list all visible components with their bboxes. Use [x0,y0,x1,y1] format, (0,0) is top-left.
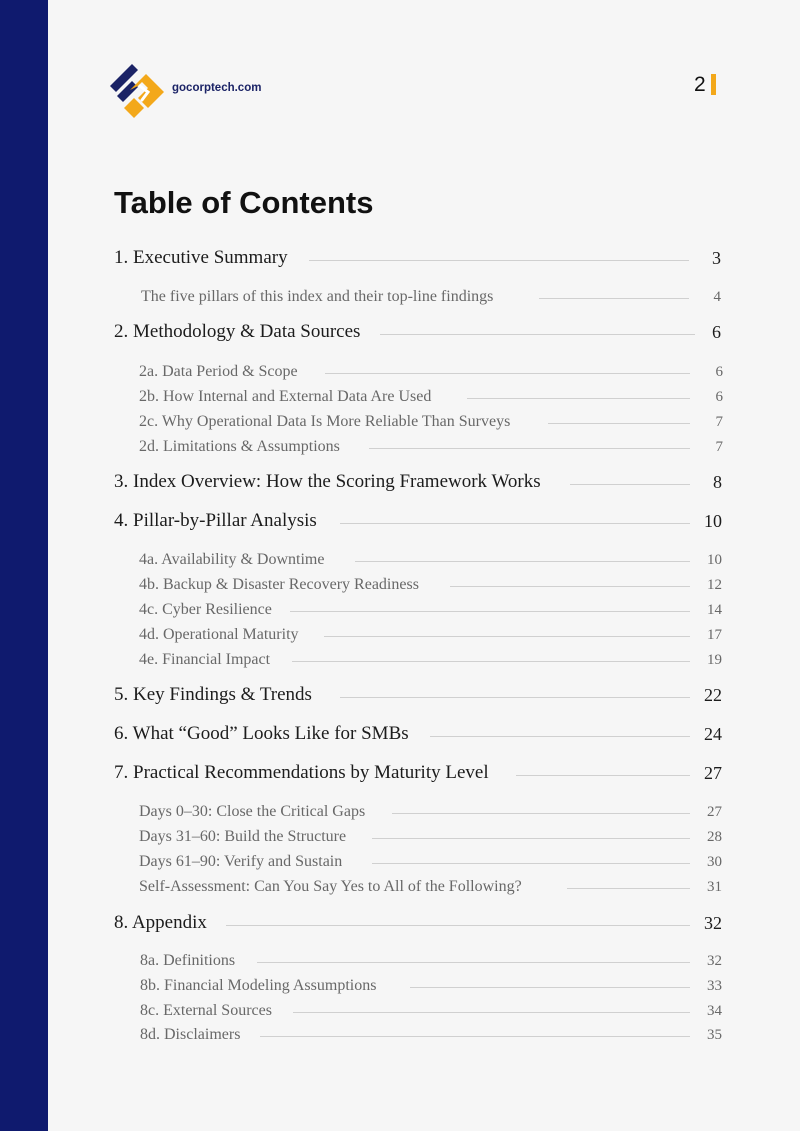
toc-entry-text: Self-Assessment: Can You Say Yes to All of the Following? [139,878,522,895]
toc-leader-line [226,925,690,926]
toc-entry-text: 8c. External Sources [140,1002,272,1019]
toc-entry[interactable] [139,647,722,673]
toc-entry[interactable] [114,683,722,709]
toc-page-number: 6 [715,389,723,405]
toc-page-number: 10 [707,552,722,568]
toc-page-number: 33 [707,978,722,994]
toc-entry-text: 1. Executive Summary [114,247,288,268]
toc-entry[interactable] [139,874,722,900]
toc-leader-line [293,1012,690,1013]
toc-entry-text: Days 61–90: Verify and Sustain [139,853,343,870]
toc-entry[interactable] [114,911,722,937]
toc-leader-line [324,636,690,637]
toc-entry-text: Days 31–60: Build the Structure [139,828,347,845]
toc-leader-line [570,484,690,485]
toc-entry[interactable] [139,434,723,460]
toc-page-number: 7 [715,414,723,430]
toc-page-number: 35 [707,1027,722,1043]
toc-page-number: 32 [704,913,722,933]
toc-entry[interactable] [114,722,722,748]
toc-leader-line [539,298,689,299]
toc-entry[interactable] [141,284,721,310]
toc-entry[interactable] [139,547,722,573]
toc-entry-text: 8a. Definitions [140,952,236,969]
toc-leader-line [392,813,690,814]
toc-leader-line [340,523,690,524]
toc-entry[interactable] [114,761,722,787]
toc-entry-text: 4b. Backup & Disaster Recovery Readiness [139,576,419,593]
toc-entry[interactable] [139,597,722,623]
toc-page-number: 31 [707,879,722,895]
toc-page-number: 27 [704,763,722,783]
toc-page-number: 22 [704,685,722,705]
toc-page-number: 14 [707,602,722,618]
toc-entry-text: 3. Index Overview: How the Scoring Framework Works [114,471,541,492]
toc-entry-text: 4a. Availability & Downtime [139,551,325,568]
toc-entry-text: 6. What “Good” Looks Like for SMBs [114,723,409,744]
toc-page-number: 7 [715,439,723,455]
toc-page-number: 4 [713,289,721,305]
toc-leader-line [430,736,690,737]
toc-page-number: 12 [707,577,722,593]
toc-entry[interactable] [139,799,722,825]
toc-leader-line [372,838,690,839]
toc-leader-line [260,1036,690,1037]
toc-entry[interactable] [139,622,722,648]
toc-entry[interactable] [140,1022,722,1048]
toc-page-number: 34 [707,1003,722,1019]
toc-entry-text: 8b. Financial Modeling Assumptions [140,977,377,994]
toc-entry[interactable] [140,998,722,1024]
toc-entry-text: 4c. Cyber Resilience [139,601,272,618]
toc-page-number: 30 [707,854,722,870]
toc-entry[interactable] [139,359,723,385]
toc-page-number: 17 [707,627,722,643]
toc-entry[interactable] [114,246,721,272]
toc-leader-line [309,260,689,261]
brand-name: gocorptech.com [172,82,262,94]
toc-page-number: 8 [713,472,722,492]
toc-entry-text: 4d. Operational Maturity [139,626,299,643]
toc-entry[interactable] [139,409,723,435]
toc-entry-text: 4. Pillar-by-Pillar Analysis [114,510,317,531]
toc-entry[interactable] [139,384,723,410]
toc-leader-line [450,586,690,587]
toc-entry-text: 2a. Data Period & Scope [139,363,298,380]
toc-leader-line [410,987,690,988]
toc-entry[interactable] [114,320,721,346]
toc-entry[interactable] [139,824,722,850]
toc-leader-line [369,448,690,449]
toc-page-number: 24 [704,724,722,744]
toc-leader-line [290,611,690,612]
toc-page-number: 28 [707,829,722,845]
toc-leader-line [340,697,690,698]
gocorptech-logo-icon [108,60,166,118]
page-title: Table of Contents [114,185,374,220]
toc-entry-text: 2d. Limitations & Assumptions [139,438,340,455]
toc-leader-line [516,775,690,776]
toc-page-number: 6 [715,364,723,380]
toc-entry[interactable] [114,509,722,535]
page-number-text: 2 [694,73,706,96]
toc-leader-line [292,661,690,662]
toc-entry-text: 8d. Disclaimers [140,1026,241,1043]
toc-entry-text: 8. Appendix [114,912,207,933]
toc-leader-line [372,863,690,864]
toc-leader-line [257,962,690,963]
toc-leader-line [325,373,690,374]
toc-entry-text: Days 0–30: Close the Critical Gaps [139,803,366,820]
page-number [694,74,716,95]
toc-entry-text: 2. Methodology & Data Sources [114,321,361,342]
side-band [0,0,48,1131]
toc-entry-text: 7. Practical Recommendations by Maturity Level [114,762,489,783]
toc-entry[interactable] [140,948,722,974]
toc-leader-line [567,888,690,889]
toc-page-number: 27 [707,804,722,820]
toc-page-number: 10 [704,511,722,531]
toc-leader-line [548,423,690,424]
toc-entry[interactable] [114,470,722,496]
toc-page-number: 6 [712,322,721,342]
page-number-accent-bar [711,74,716,95]
toc-entry[interactable] [140,973,722,999]
toc-page-number: 32 [707,953,722,969]
toc-page-number: 3 [712,248,721,268]
toc-entry-text: The five pillars of this index and their top-line findings [141,288,494,305]
brand [108,60,261,118]
toc-entry[interactable] [139,572,722,598]
toc-page-number: 19 [707,652,722,668]
toc-leader-line [467,398,690,399]
toc-entry-text: 2c. Why Operational Data Is More Reliable Than Surveys [139,413,511,430]
toc-leader-line [380,334,695,335]
toc-entry-text: 5. Key Findings & Trends [114,684,312,705]
toc-entry-text: 2b. How Internal and External Data Are Used [139,388,432,405]
toc-entry[interactable] [139,849,722,875]
toc-leader-line [355,561,690,562]
toc-entry-text: 4e. Financial Impact [139,651,271,668]
